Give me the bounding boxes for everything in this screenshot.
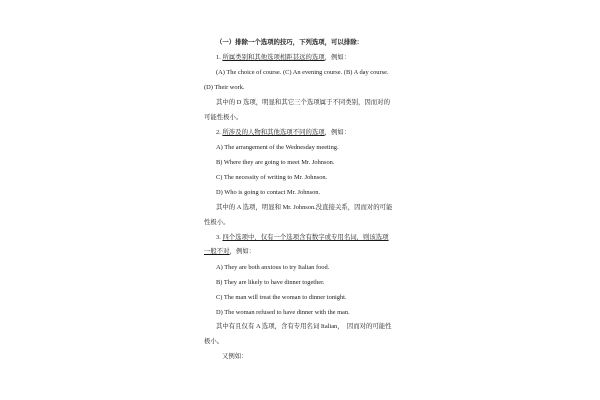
section-3-heading-underlined-2: 一般不对 (204, 248, 230, 255)
section-2-option-d: D) Who is going to contact Mr. Johnson. (216, 189, 321, 196)
section-3-option-c: C) The man will treat the woman to dinner tonight. (216, 294, 347, 301)
section-1-heading-suffix: ，例如： (324, 54, 351, 61)
section-3-heading-line-1 (216, 233, 389, 242)
section-1-options-line-1: (A) The choice of course. (C) An evening course. (B) A day course. (216, 69, 389, 76)
section-3-number: 3. (216, 234, 221, 241)
section-2-heading-underlined: 所涉及的人物和其他选项不同的选项 (222, 129, 325, 136)
section-1-explanation-2: 可能性极小。 (204, 114, 243, 121)
section-3-heading-line-2 (204, 247, 255, 256)
section-2-option-c: C) The necessity of writing to Mr. Johnson. (216, 174, 328, 181)
section-3-another-example: 又例如： (222, 353, 248, 360)
section-3-heading-suffix: ，例如： (229, 248, 256, 255)
section-2-heading-suffix: ，例如： (324, 129, 351, 136)
section-2-heading (216, 128, 350, 137)
section-2-option-a: A) The arrangement of the Wednesday meeting. (216, 144, 339, 151)
document-title: （一）排除一个选项的技巧，下列选项，可以排除： (216, 39, 363, 46)
section-2-explanation-1: 其中的 A 选项，明显和 Mr. Johnson.没直接关系，因而对的可能 (216, 204, 393, 211)
section-1-heading-underlined: 所属类别和其他选项相距甚远的选项 (222, 54, 325, 61)
section-1-number: 1. (216, 54, 221, 61)
section-3-option-d: D) The woman refused to have dinner with the man. (216, 309, 350, 316)
section-3-heading-underlined-1: 四个选项中，仅有一个选项含有数字或专用名词，则该选项 (222, 234, 389, 241)
section-3-explanation-1: 其中有且仅有 A 选项，含有专用名词 Italian， 因而对的可能性 (216, 323, 392, 330)
section-2-explanation-2: 性极小。 (204, 219, 230, 226)
section-2-option-b: B) Where they are going to meet Mr. Johnson. (216, 159, 335, 166)
section-1-heading (216, 53, 350, 62)
section-3-option-a: A) They are both anxious to try Italian food. (216, 264, 330, 271)
section-3-explanation-2: 极小。 (204, 338, 224, 345)
section-2-number: 2. (216, 129, 221, 136)
section-1-explanation-1: 其中的 D 选项，明显和其它三个选项属于不同类别，因而对的 (216, 99, 390, 106)
section-1-options-line-2: (D) Their work. (204, 84, 245, 91)
section-3-option-b: B) They are likely to have dinner together. (216, 279, 325, 286)
